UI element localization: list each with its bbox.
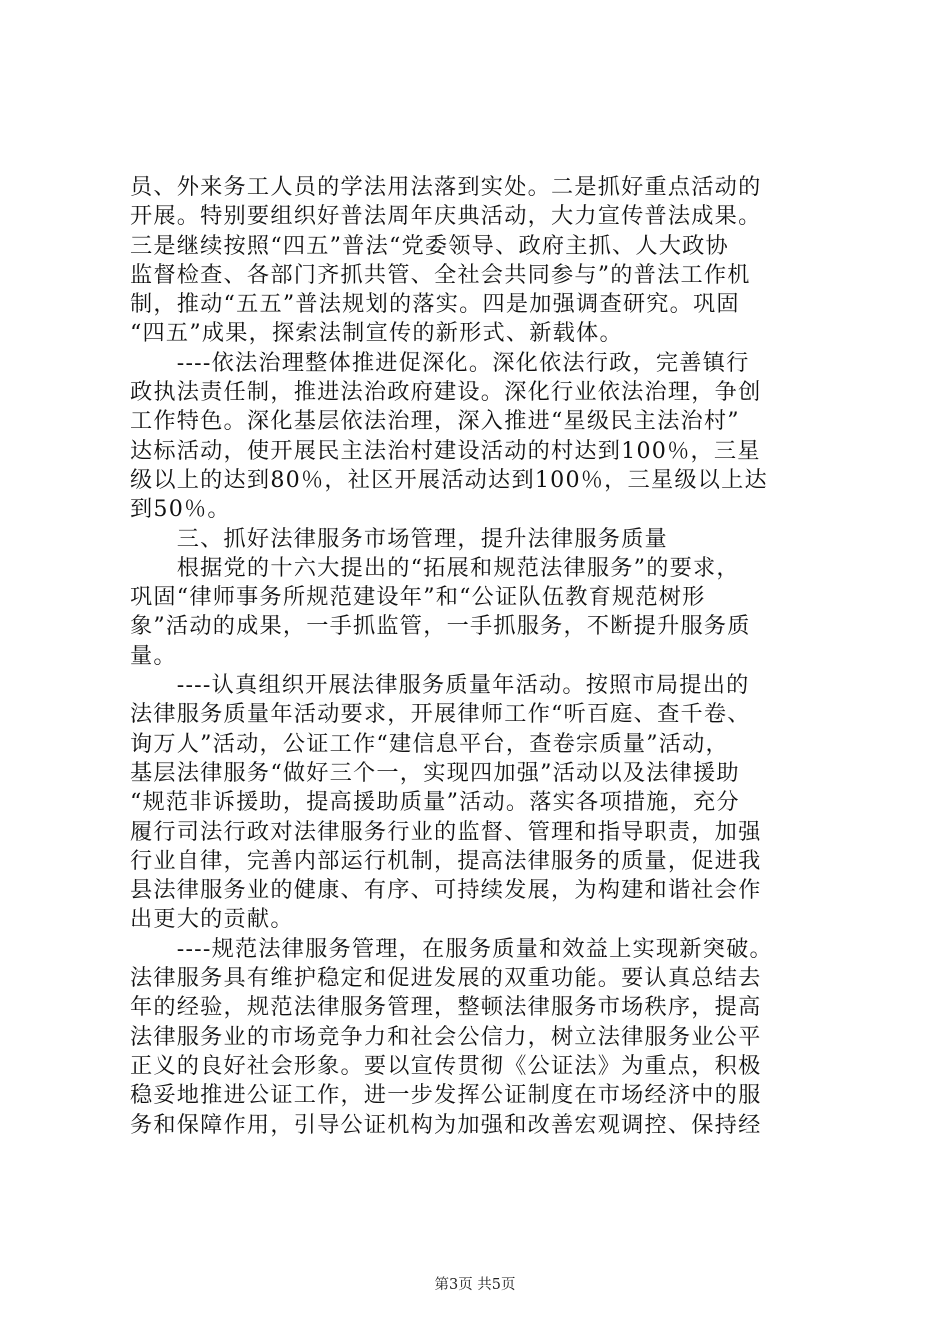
text-line: 政执法责任制，推进法治政府建设。深化行业依法治理，争创 [130,379,762,406]
document-body [130,173,850,1140]
text-line: 级以上的达到80％，社区开展活动达到100％，三星级以上达 [130,466,768,493]
text-line: 法律服务业的市场竞争力和社会公信力，树立法律服务业公平 [130,1023,762,1050]
text-line: 象”活动的成果，一手抓监管，一手抓服务，不断提升服务质 [130,613,751,640]
text-line: 法律服务质量年活动要求，开展律师工作“听百庭、查千卷、 [130,701,751,728]
text-line: 根据党的十六大提出的“拓展和规范法律服务”的要求， [130,554,740,581]
text-line: 监督检查、各部门齐抓共管、全社会共同参与”的普法工作机 [130,261,751,288]
text-line: 三、抓好法律服务市场管理，提升法律服务质量 [130,525,668,552]
text-line: 正义的良好社会形象。要以宣传贯彻《公证法》为重点，积极 [130,1052,762,1079]
text-line: 稳妥地推进公证工作，进一步发挥公证制度在市场经济中的服 [130,1082,762,1109]
text-line: 询万人”活动，公证工作“建信息平台，查卷宗质量”活动， [130,730,729,757]
text-line: ----认真组织开展法律服务质量年活动。按照市局提出的 [130,672,750,699]
text-line: 行业自律，完善内部运行机制，提高法律服务的质量，促进我 [130,847,762,874]
text-line: 达标活动，使开展民主法治村建设活动的村达到100％，三星 [130,437,761,464]
text-line: ----依法治理整体推进促深化。深化依法行政，完善镇行 [130,349,750,376]
text-line: 三是继续按照“四五”普法“党委领导、政府主抓、人大政协 [130,232,729,259]
text-line: 法律服务具有维护稳定和促进发展的双重功能。要认真总结去 [130,965,762,992]
text-line: 巩固“律师事务所规范建设年”和“公证队伍教育规范树形 [130,584,706,611]
text-line: 量。 [130,642,177,669]
text-line: “四五”成果，探索法制宣传的新形式、新载体。 [130,320,623,347]
page-number-footer: 第3页 共5页 [434,1277,516,1293]
text-line: 履行司法行政对法律服务行业的监督、管理和指导职责，加强 [130,818,762,845]
text-line: ----规范法律服务管理，在服务质量和效益上实现新突破。 [130,935,773,962]
text-line: 县法律服务业的健康、有序、可持续发展，为构建和谐社会作 [130,877,762,904]
text-line: 年的经验，规范法律服务管理，整顿法律服务市场秩序，提高 [130,994,762,1021]
text-line: “规范非诉援助，提高援助质量”活动。落实各项措施，充分 [130,789,740,816]
text-line: 工作特色。深化基层依法治理，深入推进“星级民主法治村” [130,408,740,435]
text-line: 务和保障作用，引导公证机构为加强和改善宏观调控、保持经 [130,1111,762,1138]
text-line: 开展。特别要组织好普法周年庆典活动，大力宣传普法成果。 [130,203,762,230]
text-line: 制，推动“五五”普法规划的落实。四是加强调查研究。巩固 [130,291,740,318]
text-line: 到50％。 [130,496,231,523]
text-line: 员、外来务工人员的学法用法落到实处。二是抓好重点活动的 [130,174,762,200]
text-line: 基层法律服务“做好三个一，实现四加强”活动以及法律援助 [130,759,740,786]
text-line: 出更大的贡献。 [130,906,294,933]
